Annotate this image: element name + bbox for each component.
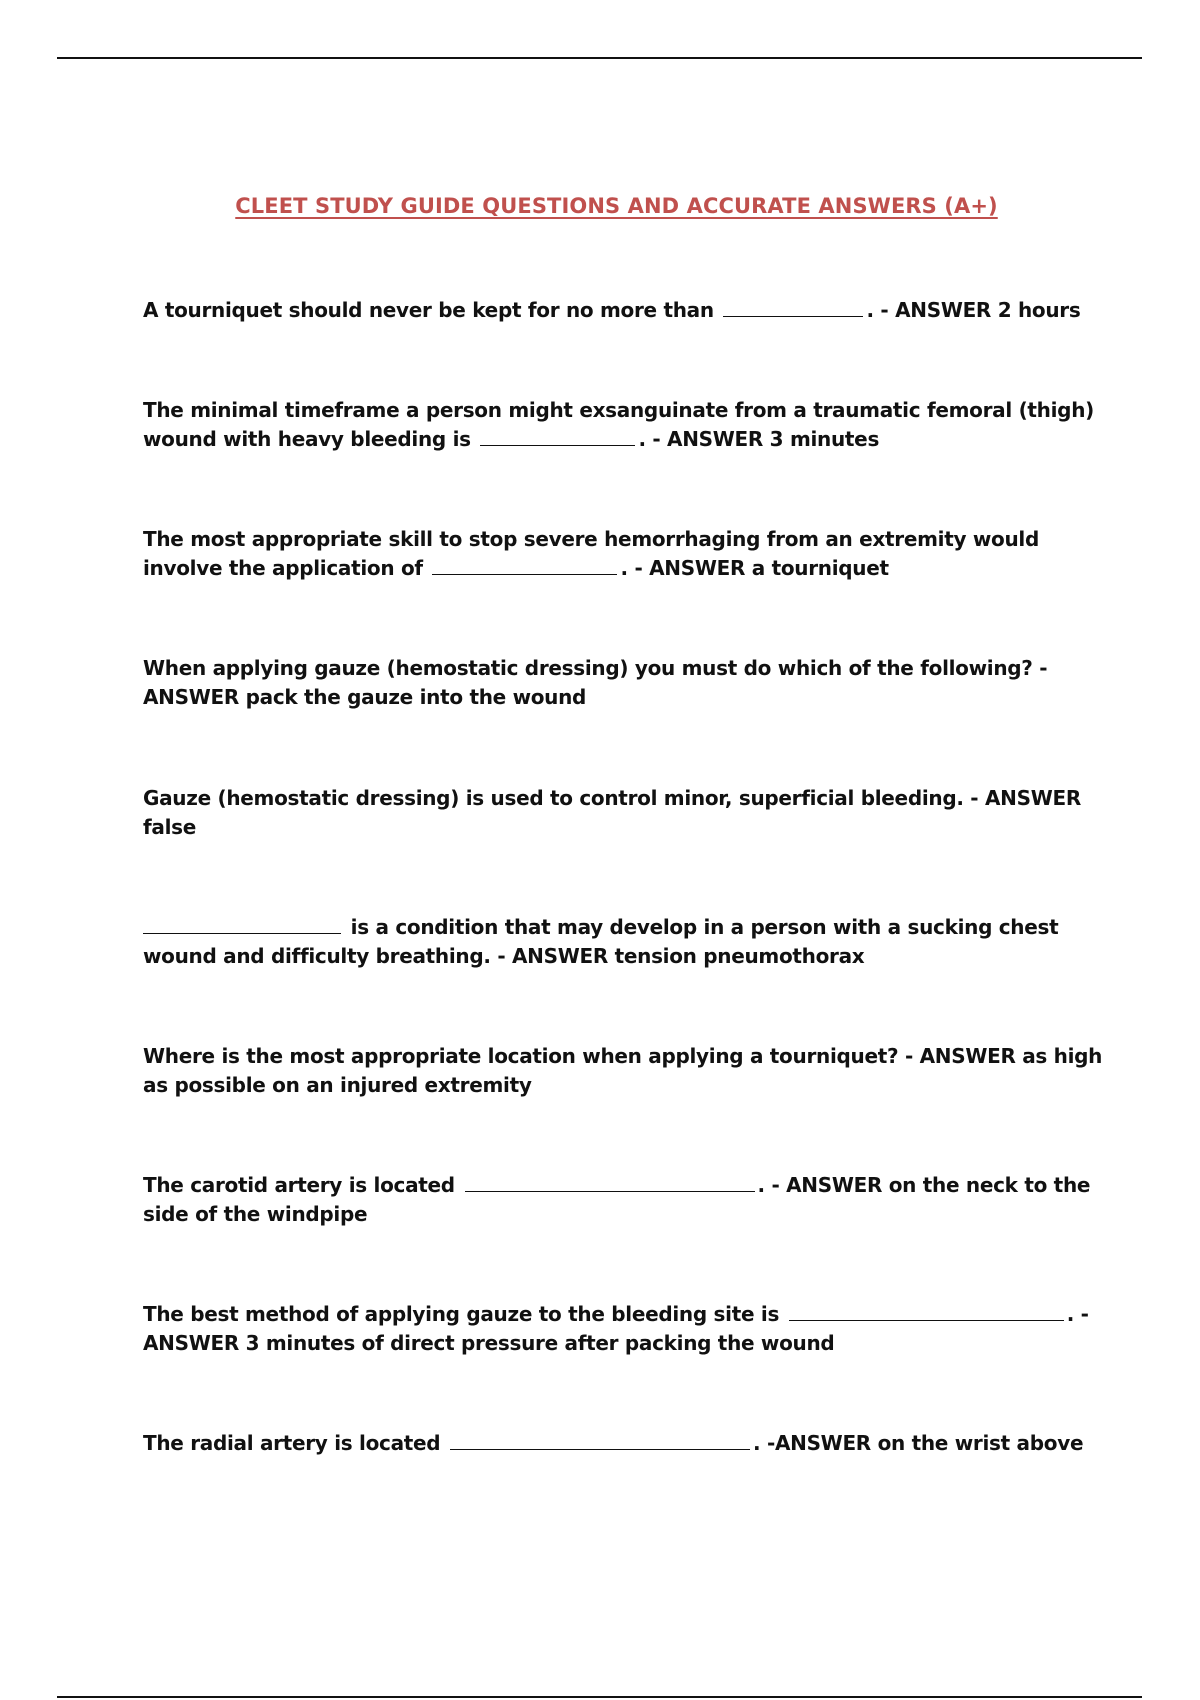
answer-blank	[450, 1432, 750, 1450]
qa-item-3-text-before: The most appropriate skill to stop severe hemorrhaging from an extremity would involve the application of	[143, 527, 1039, 580]
qa-item-6-text-after: is a condition that may develop in a person with a sucking chest wound and difficulty breathing. - ANSWER tension pneumothorax	[143, 915, 1059, 968]
qa-item-6	[143, 913, 1103, 971]
answer-blank	[465, 1174, 755, 1192]
qa-item-4	[143, 654, 1103, 712]
answer-blank	[432, 557, 617, 575]
qa-item-1-text-after: . - ANSWER 2 hours	[866, 298, 1081, 322]
qa-item-5-text: Gauze (hemostatic dressing) is used to control minor, superficial bleeding. - ANSWER false	[143, 786, 1081, 839]
qa-item-8	[143, 1171, 1103, 1229]
qa-item-10	[143, 1429, 1103, 1458]
answer-blank	[480, 428, 635, 446]
qa-item-7	[143, 1042, 1103, 1100]
qa-item-3-text-after: . - ANSWER a tourniquet	[620, 556, 889, 580]
qa-item-10-text-after: . -ANSWER on the wrist above	[753, 1431, 1084, 1455]
qa-item-5	[143, 784, 1103, 842]
qa-item-8-text-after: . - ANSWER on the neck to the side of the windpipe	[143, 1173, 1091, 1226]
answer-blank	[723, 299, 863, 317]
qa-item-10-text-before: The radial artery is located	[143, 1431, 441, 1455]
qa-item-3	[143, 525, 1103, 583]
answer-blank	[789, 1303, 1064, 1321]
footer-rule	[57, 1696, 1142, 1698]
qa-item-2-text-after: . - ANSWER 3 minutes	[638, 427, 880, 451]
document-title: CLEET STUDY GUIDE QUESTIONS AND ACCURATE ANSWERS (A+)	[235, 194, 998, 218]
qa-item-1	[143, 296, 1103, 325]
qa-item-9	[143, 1300, 1103, 1358]
qa-item-8-text-before: The carotid artery is located	[143, 1173, 455, 1197]
qa-item-7-text: Where is the most appropriate location when applying a tourniquet? - ANSWER as high as possible on an injured extremity	[143, 1044, 1103, 1097]
qa-item-9-text-before: The best method of applying gauze to the bleeding site is	[143, 1302, 780, 1326]
qa-item-9-text-after: . - ANSWER 3 minutes of direct pressure after packing the wound	[143, 1302, 1089, 1355]
qa-item-2-text-before: The minimal timeframe a person might exsanguinate from a traumatic femoral (thigh) wound with heavy bleeding is	[143, 398, 1094, 451]
qa-item-1-text-before: A tourniquet should never be kept for no more than	[143, 298, 714, 322]
qa-item-4-text: When applying gauze (hemostatic dressing) you must do which of the following? - ANSWER pack the gauze into the wound	[143, 656, 1048, 709]
header-rule	[57, 57, 1142, 59]
answer-blank	[143, 916, 341, 934]
qa-item-2	[143, 396, 1103, 454]
